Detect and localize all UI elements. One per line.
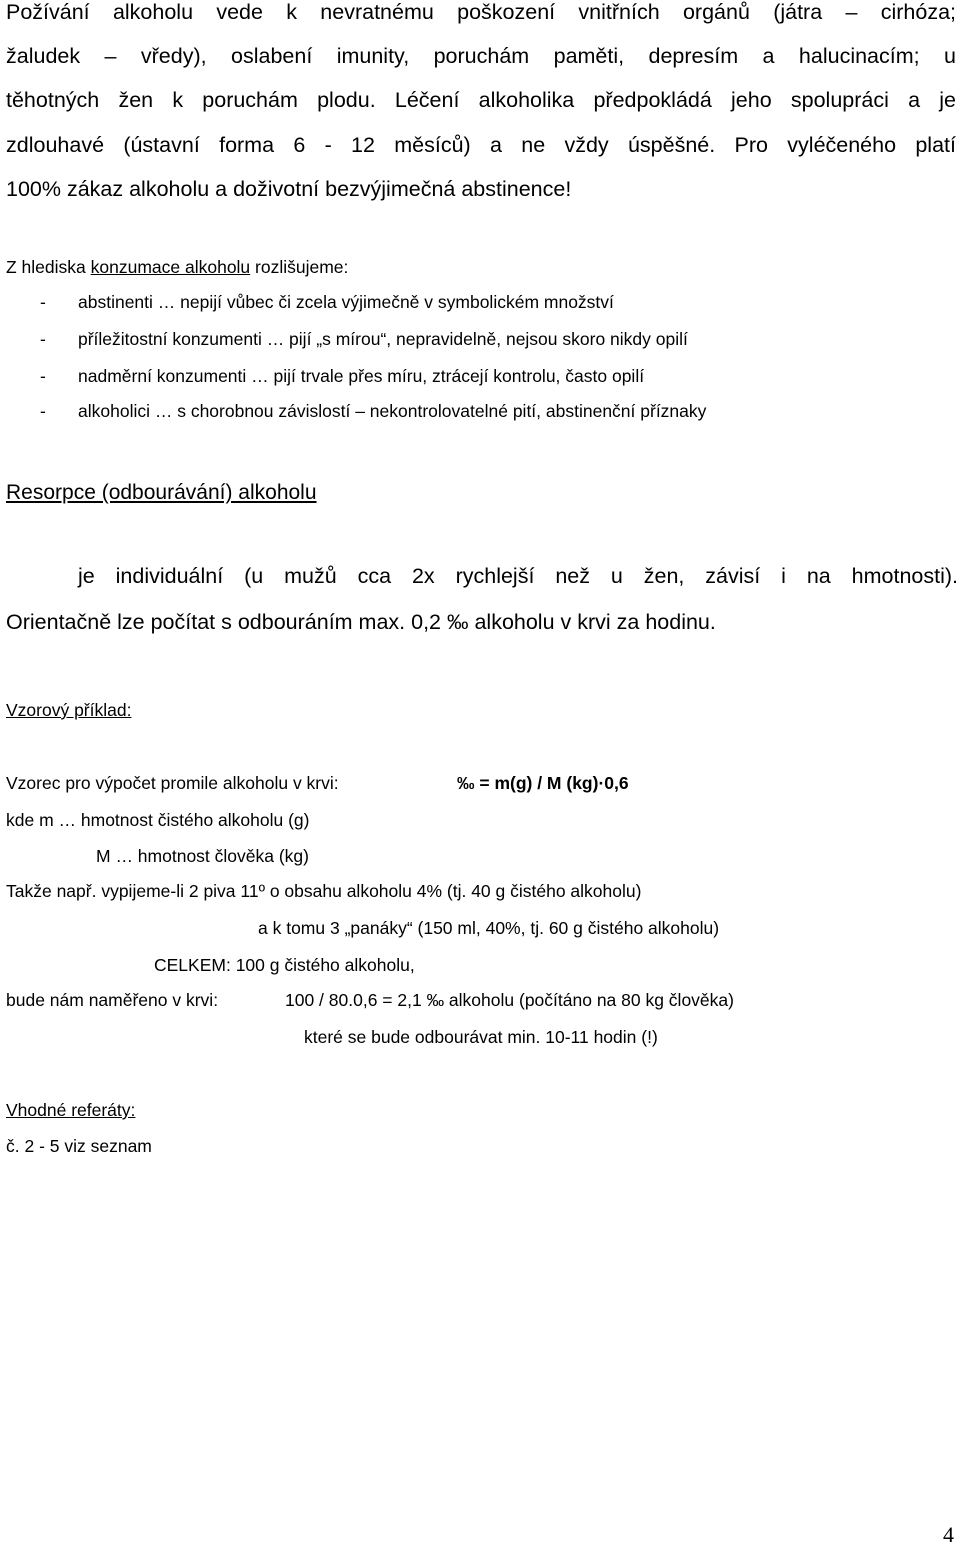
example-total: CELKEM: 100 g čistého alkoholu, bbox=[154, 955, 415, 975]
consumption-item-4: alkoholici … s chorobnou závislostí – nekontrolovatelné pití, abstinenční příznaky bbox=[78, 401, 707, 421]
intro-line-5: 100% zákaz alkoholu a doživotní bezvýjimečná abstinence! bbox=[6, 177, 572, 201]
consumption-bullet-2: - bbox=[40, 329, 46, 349]
intro-line-2: žaludek – vředy), oslabení imunity, poruchám paměti, depresím a halucinacím; u bbox=[6, 44, 956, 68]
page-number: 4 bbox=[943, 1522, 954, 1547]
example-step-2: a k tomu 3 „panáky“ (150 ml, 40%, tj. 60 g čistého alkoholu) bbox=[258, 918, 720, 938]
consumption-bullet-3: - bbox=[40, 366, 46, 386]
result-value: 100 / 80.0,6 = 2,1 ‰ alkoholu (počítáno na 80 kg člověka) bbox=[285, 990, 734, 1010]
intro-line-1: Požívání alkoholu vede k nevratnému poškození vnitřních orgánů (játra – cirhóza; bbox=[6, 0, 956, 24]
consumption-item-2: příležitostní konzumenti … pijí „s mírou“, nepravidelně, nejsou skoro nikdy opilí bbox=[78, 329, 688, 349]
resorption-heading: Resorpce (odbourávání) alkoholu bbox=[6, 481, 317, 504]
intro-line-4: zdlouhavé (ústavní forma 6 - 12 měsíců) a ne vždy úspěšné. Pro vyléčeného platí bbox=[6, 133, 956, 157]
referaty-heading: Vhodné referáty: bbox=[6, 1100, 136, 1120]
consumption-bullet-4: - bbox=[40, 401, 46, 421]
formula-label: Vzorec pro výpočet promile alkoholu v krvi: bbox=[6, 773, 339, 793]
result-label: bude nám naměřeno v krvi: bbox=[6, 990, 219, 1010]
consumption-intro-link: konzumace alkoholu bbox=[90, 257, 251, 277]
example-step-1: Takže např. vypijeme-li 2 piva 11º o obsahu alkoholu 4% (tj. 40 g čistého alkoholu) bbox=[6, 881, 642, 901]
result-note: které se bude odbourávat min. 10-11 hodin (!) bbox=[304, 1027, 658, 1047]
consumption-item-3: nadměrní konzumenti … pijí trvale přes míru, ztrácejí kontrolu, často opilí bbox=[78, 366, 645, 386]
consumption-intro-suffix: rozlišujeme: bbox=[250, 257, 349, 277]
resorption-line-1: je individuální (u mužů cca 2x rychlejší než u žen, závisí i na hmotnosti). bbox=[78, 564, 958, 588]
consumption-intro bbox=[6, 257, 348, 278]
referaty-text: č. 2 - 5 viz seznam bbox=[6, 1136, 152, 1156]
resorption-line-2: Orientačně lze počítat s odbouráním max. 0,2 ‰ alkoholu v krvi za hodinu. bbox=[6, 610, 716, 634]
formula: ‰ = m(g) / M (kg)·0,6 bbox=[457, 773, 629, 793]
where-m: kde m … hmotnost čistého alkoholu (g) bbox=[6, 810, 310, 830]
consumption-intro-prefix: Z hlediska bbox=[6, 257, 91, 277]
where-M: M … hmotnost člověka (kg) bbox=[96, 846, 309, 866]
intro-line-3: těhotných žen k poruchám plodu. Léčení alkoholika předpokládá jeho spolupráci a je bbox=[6, 88, 956, 112]
consumption-item-1: abstinenti … nepijí vůbec či zcela výjimečně v symbolickém množství bbox=[78, 292, 614, 312]
example-heading: Vzorový příklad: bbox=[6, 700, 132, 720]
consumption-bullet-1: - bbox=[40, 292, 46, 312]
